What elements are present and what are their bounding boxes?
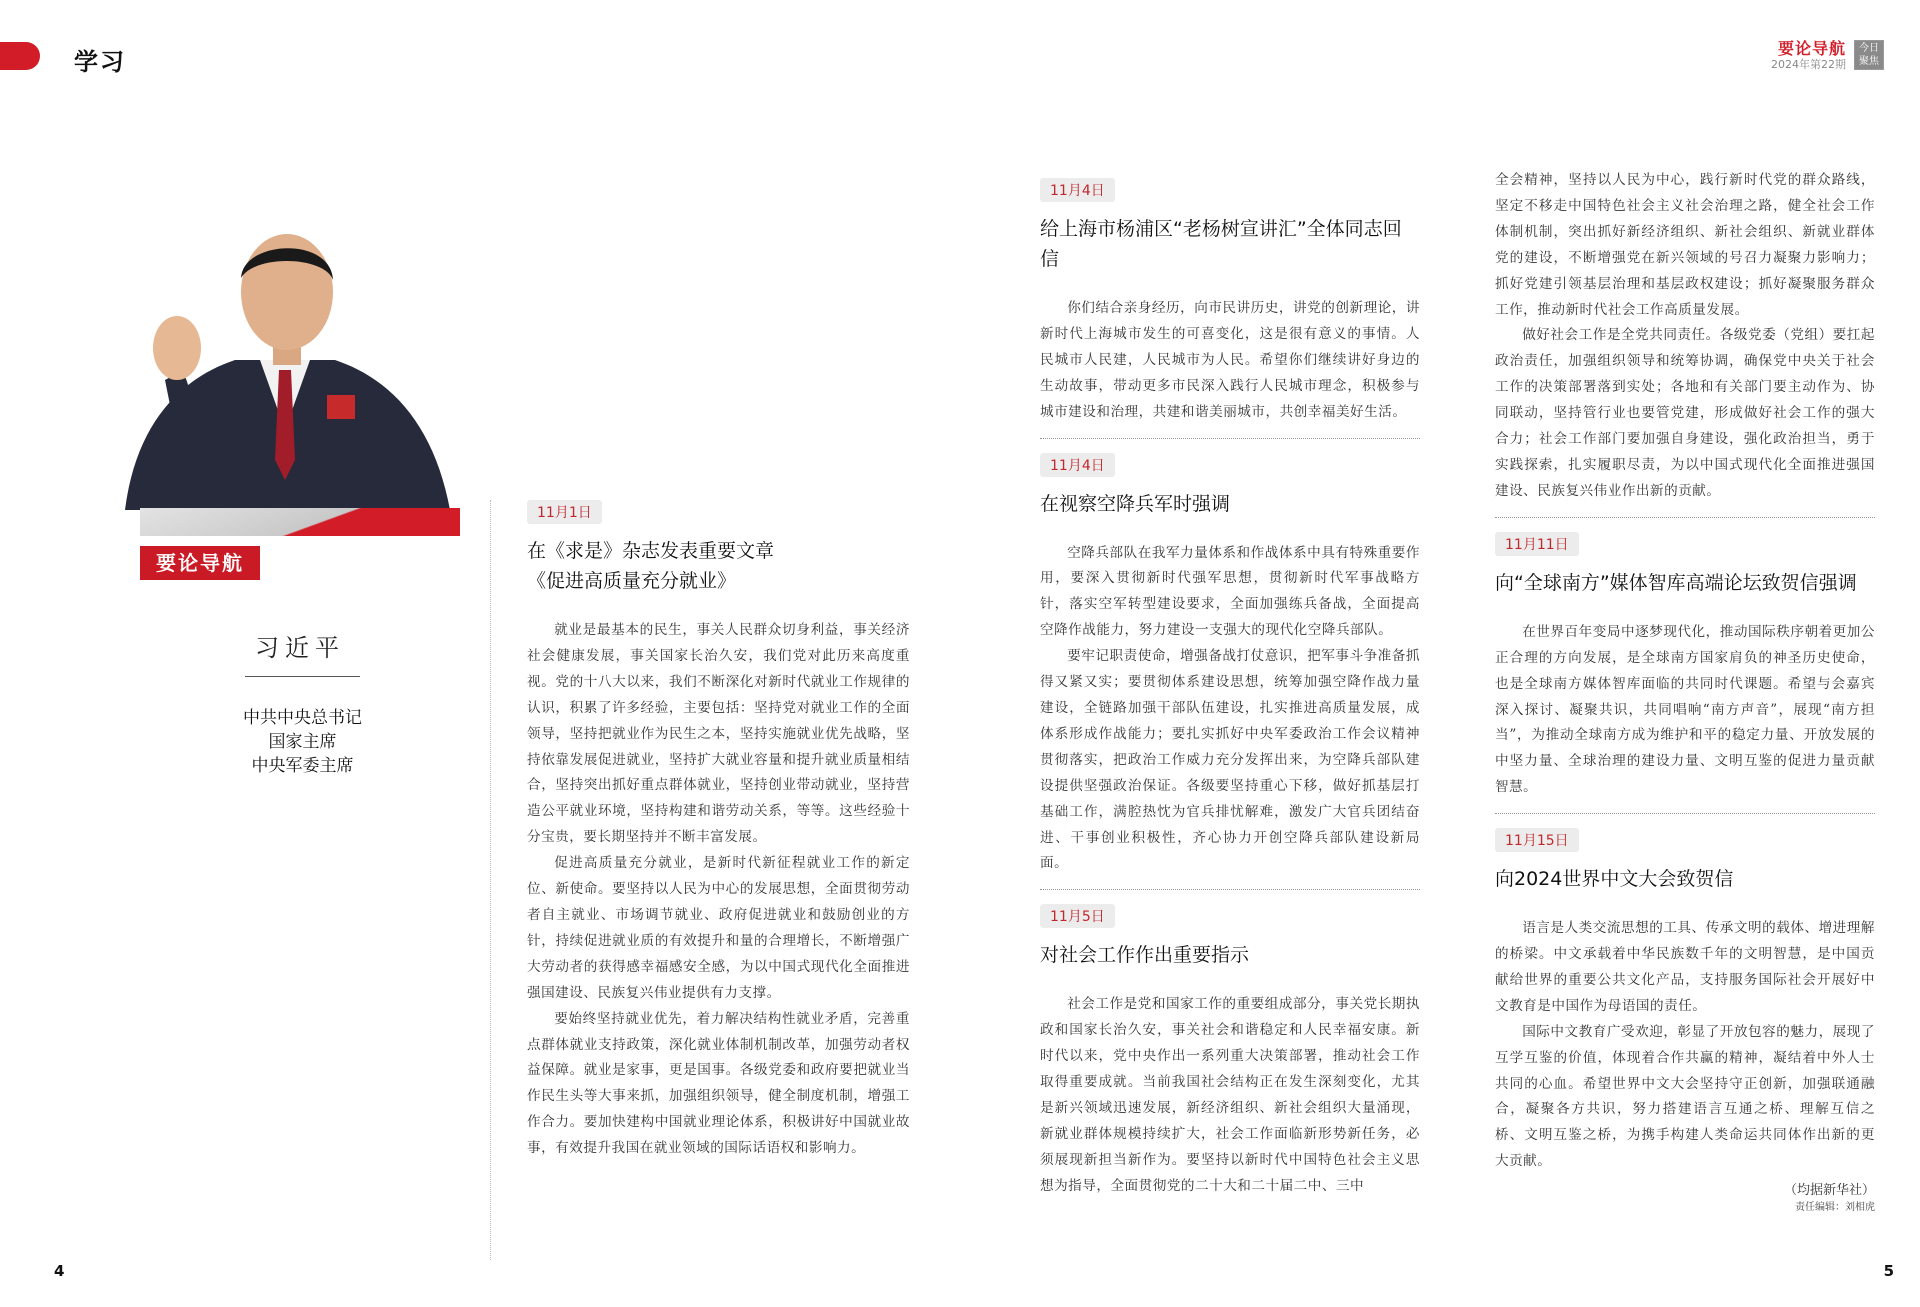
author-title: 国家主席 <box>268 732 337 752</box>
article-column-2 <box>1040 178 1420 1200</box>
source-signoff: （均据新华社） <box>1783 1183 1875 1199</box>
article-date: 11月1日 <box>527 500 602 524</box>
headline-line: 向“全球南方”媒体智库高端论坛致贺信强调 <box>1495 571 1857 594</box>
article-headline <box>1040 940 1420 970</box>
article-headline <box>527 536 910 596</box>
article-date: 11月15日 <box>1495 828 1579 852</box>
paragraph: 你们结合亲身经历，向市民讲历史，讲党的创新理论，讲新时代上海城市发生的可喜变化，这是很有意义的事情。人民城市人民建，人民城市为人民。希望你们继续讲好身边的生动故事，带动更多市民深入践行人民城市理念，积极参与城市建设和治理，共建和谐美丽城市，共创幸福美好生活。 <box>1040 300 1420 420</box>
article-column-1 <box>490 500 910 1260</box>
article-divider <box>1040 889 1420 890</box>
section-label: 学习 <box>74 48 126 76</box>
paragraph: 做好社会工作是全党共同责任。各级党委（党组）要扛起政治责任，加强组织领导和统筹协调，确保党中央关于社会工作的决策部署落到实处；各地和有关部门要主动作为、协同联动，坚持管行业也要管党建，形成做好社会工作的强大合力；社会工作部门要加强自身建设，强化政治担当，勇于实践探索，扎实履职尽责，为以中国式现代化全面推进强国建设、民族复兴伟业作出新的贡献。 <box>1495 327 1875 499</box>
delegate-badge-shape <box>327 395 355 419</box>
article-date: 11月5日 <box>1040 904 1115 928</box>
article-body <box>1040 992 1420 1199</box>
paragraph: 要始终坚持就业优先，着力解决结构性就业矛盾，完善重点群体就业支持政策，深化就业体制机制改革，加强劳动者权益保障。就业是家事，更是国事。各级党委和政府要把就业当作民生头等大事来抓，加强组织领导，健全制度机制，增强工作合力。要加快建构中国就业理论体系，积极讲好中国就业故事，有效提升我国在就业领域的国际话语权和影响力。 <box>527 1010 910 1157</box>
paragraph: 语言是人类交流思想的工具、传承文明的载体、增进理解的桥梁。中文承载着中华民族数千年的文明智慧，是中国贡献给世界的重要公共文化产品，支持服务国际社会开展好中文教育是中国作为母语国的责任。 <box>1495 920 1875 1014</box>
author-name: 习近平 <box>255 634 345 662</box>
article-body <box>1495 620 1875 801</box>
paragraph: 促进高质量充分就业，是新时代新征程就业工作的新定位、新使命。要坚持以人民为中心的发展思想，全面贯彻劳动者自主就业、市场调节就业、政府促进就业和鼓励创业的方针，持续促进就业质的有效提升和量的合理增长，不断增强广大劳动者的获得感幸福感安全感，为以中国式现代化全面推进强国建设、民族复兴伟业提供有力支撑。 <box>527 855 910 1001</box>
author-title: 中央军委主席 <box>251 756 354 776</box>
paragraph: 社会工作是党和国家工作的重要组成部分，事关党长期执政和国家长治久安，事关社会和谐稳定和人民幸福安康。新时代以来，党中央作出一系列重大决策部署，推动社会工作取得重要成就。当前我国社会结构正在发生深刻变化，尤其是新兴领域迅速发展，新经济组织、新社会组织大量涌现，新就业群体规模持续扩大，社会工作面临新形势新任务，必须展现新担当新作为。要坚持以新时代中国特色社会主义思想为指导，全面贯彻党的二十大和二十届二中、三中 <box>1040 996 1420 1194</box>
article-headline <box>1040 489 1420 519</box>
headline-line: 《促进高质量充分就业》 <box>527 570 737 592</box>
article-body <box>1040 541 1420 878</box>
paragraph: 就业是最基本的民生，事关人民群众切身利益，事关经济社会健康发展，事关国家长治久安，我们党对此历来高度重视。党的十八大以来，我们不断深化对新时代就业工作规律的认识，积累了许多经验，主要包括：坚持党对就业工作的全面领导，坚持把就业作为民生之本，坚持实施就业优先战略，坚持依靠发展促进就业，坚持扩大就业容量和提升就业质量相结合，坚持突出抓好重点群体就业，坚持创业带动就业，坚持营造公平就业环境，坚持构建和谐劳动关系，等等。这些经验十分宝贵，要长期坚持并不断丰富发展。 <box>527 622 910 846</box>
headline-line: 向2024世界中文大会致贺信 <box>1495 868 1734 891</box>
paragraph: 在世界百年变局中逐梦现代化，推动国际秩序朝着更加公正合理的方向发展，是全球南方国家肩负的神圣历史使命，也是全球南方媒体智库面临的共同时代课题。希望与会嘉宾深入探讨、凝聚共识，共同唱响“南方声音”，展现“南方担当”，为推动全球南方成为维护和平的稳定力量、开放发展的中坚力量、全球治理的建设力量、文明互鉴的促进力量贡献智慧。 <box>1495 623 1875 796</box>
portrait-photo <box>105 230 460 510</box>
masthead-box: 今日 聚焦 <box>1854 40 1884 70</box>
article-divider <box>1495 813 1875 814</box>
article-headline <box>1495 568 1875 598</box>
headline-line: 在视察空降兵军时强调 <box>1040 492 1231 515</box>
article-date: 11月11日 <box>1495 532 1579 556</box>
page-number-left: 4 <box>54 1262 65 1280</box>
paragraph: 全会精神，坚持以人民为中心，践行新时代党的群众路线，坚定不移走中国特色社会主义社会治理之路，健全社会工作体制机制，突出抓好新经济组织、新社会组织、新就业群体党的建设，不断增强党在新兴领域的号召力凝聚力影响力；抓好党建引领基层治理和基层政权建设；抓好凝聚服务群众工作，推动新时代社会工作高质量发展。 <box>1495 172 1875 318</box>
raised-hand-shape <box>153 316 201 380</box>
author-title: 中共中央总书记 <box>243 708 362 728</box>
article-divider <box>1040 438 1420 439</box>
author-divider <box>245 676 360 677</box>
banner-shade <box>140 508 460 536</box>
article-column-3 <box>1495 168 1875 1213</box>
headline-line: 给上海市杨浦区“老杨树宣讲汇”全体同志回信 <box>1040 218 1402 270</box>
article-date: 11月4日 <box>1040 178 1115 202</box>
editor-credit: 责任编辑：刘相虎 <box>1795 1202 1875 1214</box>
article-body-continued <box>1495 168 1875 505</box>
article-body <box>1495 916 1875 1175</box>
article-headline <box>1495 864 1875 894</box>
masthead-issue: 2024年第22期 <box>1771 58 1846 71</box>
headline-line: 在《求是》杂志发表重要文章 <box>527 540 775 562</box>
article-headline <box>1040 214 1420 274</box>
masthead-title: 要论导航 <box>1777 39 1846 58</box>
article-date: 11月4日 <box>1040 453 1115 477</box>
paragraph: 空降兵部队在我军力量体系和作战体系中具有特殊重要作用，要深入贯彻新时代强军思想，贯彻新时代军事战略方针，落实空军转型建设要求，全面加强练兵备战，全面提高空降作战能力，努力建设一支强大的现代化空降兵部队。 <box>1040 544 1420 639</box>
paragraph: 要牢记职责使命，增强备战打仗意识，把军事斗争准备抓得又紧又实；要贯彻体系建设思想，统筹加强空降作战力量建设，全链路加强干部队伍建设，扎实推进高质量发展，成体系形成作战能力；要扎实抓好中央军委政治工作会议精神贯彻落实，把政治工作威力充分发挥出来，为空降兵部队建设提供坚强政治保证。各级要坚持重心下移，做好抓基层打基础工作，满腔热忱为官兵排忧解难，激发广大官兵团结奋进、干事创业积极性，齐心协力开创空降兵部队建设新局面。 <box>1040 648 1420 872</box>
headline-line: 对社会工作作出重要指示 <box>1040 944 1250 967</box>
page-number-right: 5 <box>1883 1262 1894 1280</box>
section-marker <box>0 42 40 70</box>
article-body <box>527 618 910 1162</box>
author-titles <box>200 706 405 778</box>
article-body <box>1040 296 1420 426</box>
paragraph: 国际中文教育广受欢迎，彰显了开放包容的魅力，展现了互学互鉴的价值，体现着合作共赢的精神，凝结着中外人士共同的心血。希望世界中文大会坚持守正创新，加强联通融合，凝聚各方共识，努力搭建语言互通之桥、理解互信之桥、文明互鉴之桥，为携手构建人类命运共同体作出新的更大贡献。 <box>1495 1023 1875 1170</box>
column-badge: 要论导航 <box>140 546 260 580</box>
masthead <box>1771 40 1884 72</box>
article-divider <box>1495 517 1875 518</box>
